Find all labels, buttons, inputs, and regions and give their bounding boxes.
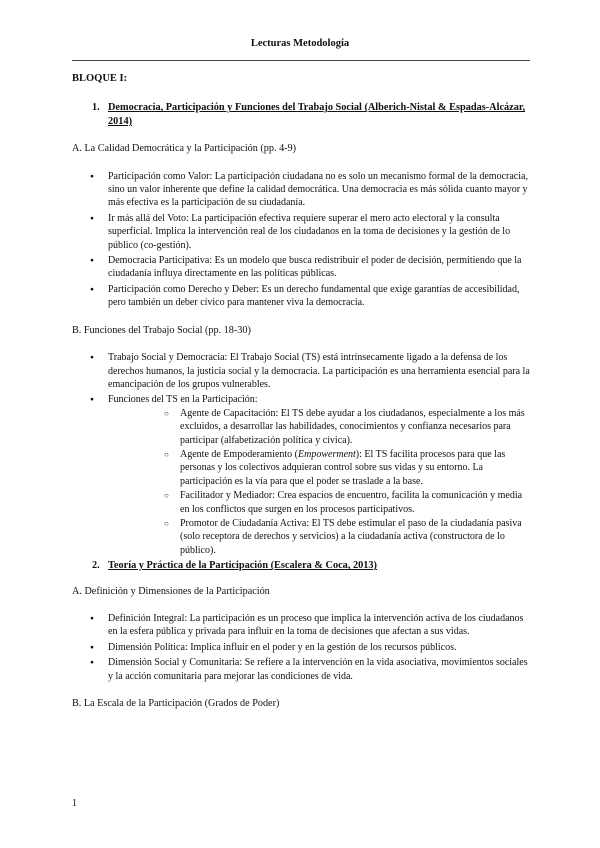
empowerment-term: Empowerment: [298, 448, 356, 460]
section-2-heading: [72, 559, 530, 572]
block-title: BLOQUE I:: [72, 73, 128, 84]
list-item: ● Ir más allá del Voto: La participación efectiva requiere superar el mero acto electoral y la consulta superficial. Implica la intervención real de los ciudadanos en la toma de decisiones y la gestión de lo público (co-gestión).: [72, 212, 530, 252]
page-header-title: Lecturas Metodología: [250, 38, 350, 49]
list-item: ● Definición Integral: La participación es un proceso que implica la intervención activa de los ciudadanos en la esfera pública y privada para influir en la toma de decisiones que afectan a sus vidas.: [72, 612, 530, 639]
section-1b-heading: B. Funciones del Trabajo Social (pp. 18-30): [72, 324, 251, 336]
list-item: ● Democracia Participativa: Es un modelo que busca redistribuir el poder de decisión, permitiendo que la ciudadanía influya directamente en las políticas públicas.: [72, 254, 530, 281]
list-item: ● Participación como Derecho y Deber: Es un derecho fundamental que exige garantías de accesibilidad, pero también un deber cívico para mantener viva la democracia.: [72, 283, 530, 310]
list-item-label: Funciones del TS en la Participación:: [108, 394, 258, 406]
list-item: [72, 393, 530, 557]
empowerment-text: ): El TS facilita procesos para que las personas y los colectivos adquieran control sobre sus vidas y su entorno. La participación es la vía para que el poder se traslade a la base.: [180, 448, 506, 487]
list-item: ● Dimensión Política: Implica influir en el poder y en la gestión de los recursos públicos.: [72, 641, 530, 654]
list-item: ● Dimensión Social y Comunitaria: Se refiere a la intervención en la vida asociativa, movimientos sociales y la acción comunitaria para mejorar las condiciones de vida.: [72, 656, 530, 683]
section-2a-list: [72, 612, 530, 683]
section-1-number: 1.: [92, 102, 100, 114]
section-1-title: Democracia, Participación y Funciones del Trabajo Social (Alberich-Nistal & Espadas-Alcázar, 2014): [108, 102, 526, 127]
sublist-item: ○ Promotor de Ciudadanía Activa: El TS debe estimular el paso de la ciudadanía pasiva (solo receptora de derechos y servicios) a la ciudadanía activa (constructora de lo público).: [108, 517, 530, 557]
section-2-number: 2.: [92, 560, 100, 572]
section-2b-heading: B. La Escala de la Participación (Grados de Poder): [72, 698, 280, 710]
list-item: ● Trabajo Social y Democracia: El Trabajo Social (TS) está intrínsecamente ligado a la defensa de los derechos humanos, la justicia social y la democracia. La participación es una herramienta esencial para la emancipación de los grupos vulnerables.: [72, 351, 530, 391]
section-1a-list: [72, 170, 530, 310]
list-item: ● Participación como Valor: La participación ciudadana no es solo un mecanismo formal de la democracia, sino un valor inherente que define la calidad democrática. Una democracia es más sólida cuanto mayor y más efectiva es la participación de su ciudadanía.: [72, 170, 530, 210]
section-1-heading: [72, 101, 530, 128]
functions-sublist: [108, 407, 530, 557]
sublist-item: [108, 448, 530, 488]
page-number: 1: [72, 798, 77, 809]
sublist-item: ○ Facilitador y Mediador: Crea espacios de encuentro, facilita la comunicación y media en los conflictos que surgen en los procesos participativos.: [108, 489, 530, 516]
header-divider: [72, 60, 530, 61]
empowerment-prefix: Agente de Empoderamiento (: [180, 448, 299, 460]
section-1b-list: [72, 351, 530, 557]
section-1a-heading: A. La Calidad Democrática y la Participación (pp. 4-9): [72, 143, 297, 155]
sublist-item: ○ Agente de Capacitación: El TS debe ayudar a los ciudadanos, especialmente a los más excluidos, a desarrollar las habilidades, conocimientos y confianza necesarios para participar (alfabetización política y cívica).: [108, 407, 530, 447]
section-2-title: Teoría y Práctica de la Participación (Escalera & Coca, 2013): [108, 560, 377, 572]
section-2a-heading: A. Definición y Dimensiones de la Participación: [72, 585, 270, 597]
document-body: [72, 72, 530, 724]
